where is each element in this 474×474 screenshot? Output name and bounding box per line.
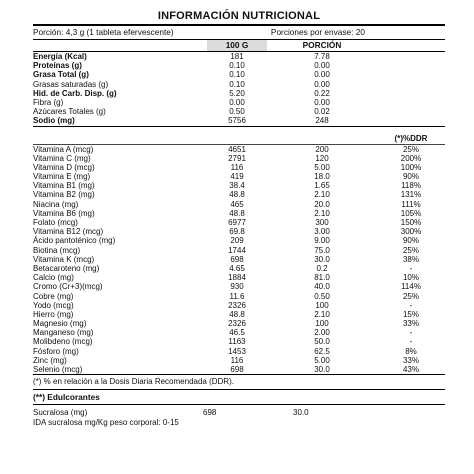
- value-portion: 1.65: [314, 181, 330, 191]
- value-ddr: -: [409, 300, 413, 310]
- sweeteners-divider: [33, 404, 445, 405]
- nutrient-label: Betacaroteno (mg): [33, 263, 100, 273]
- value-portion: 2.00: [314, 328, 330, 338]
- value-100g: 11.6: [229, 291, 245, 301]
- nutrient-label: Ácido pantoténico (mg): [33, 236, 116, 246]
- value-portion: 81.0: [314, 273, 330, 283]
- header-100g: 100 G: [207, 40, 267, 51]
- table-row: [33, 209, 445, 218]
- value-ddr: -: [409, 337, 413, 347]
- value-100g: 698: [230, 254, 244, 264]
- table-row: [33, 282, 445, 291]
- value-100g: 209: [230, 236, 244, 246]
- value-ddr: 25%: [402, 245, 419, 255]
- sucralose-ida-note: IDA sucralosa mg/Kg peso corporal: 0-15: [33, 418, 179, 428]
- value-ddr: 15%: [402, 309, 419, 319]
- sucralose-portion: 30.0: [293, 408, 309, 418]
- nutrient-label: Biotina (mcg): [33, 245, 81, 255]
- value-portion: 7.78: [314, 52, 330, 61]
- nutrient-label: Vitamina B12 (mcg): [33, 227, 104, 237]
- value-ddr: 33%: [402, 319, 419, 329]
- value-ddr: 100%: [400, 162, 422, 172]
- value-ddr: 118%: [401, 181, 421, 191]
- nutrient-label: Sodio (mg): [33, 116, 75, 126]
- value-100g: 116: [230, 355, 244, 365]
- value-portion: 62.5: [314, 346, 330, 356]
- value-portion: 248: [315, 116, 329, 126]
- nutrient-label: Vitamina B2 (mg): [33, 190, 95, 200]
- value-portion: 75.0: [314, 245, 330, 255]
- nutrient-label: Energía (Kcal): [33, 52, 87, 61]
- table-row: [33, 319, 445, 328]
- table-row: [33, 98, 445, 107]
- nutrient-label: Hierro (mg): [33, 309, 74, 319]
- table-row: [33, 227, 445, 236]
- value-portion: 100: [315, 300, 329, 310]
- value-portion: 2.10: [314, 190, 330, 200]
- value-ddr: 90%: [402, 172, 419, 182]
- nutrient-label: Magnesio (mg): [33, 319, 87, 329]
- value-100g: 38.4: [229, 181, 245, 191]
- empty-cell: [377, 116, 445, 125]
- empty-cell: [377, 89, 445, 98]
- value-ddr: 150%: [400, 218, 422, 227]
- table-row: [33, 365, 445, 374]
- value-100g: 48.8: [229, 190, 245, 200]
- value-portion: 0.50: [314, 291, 330, 301]
- table-row: [33, 107, 445, 116]
- nutrient-label: Azúcares Totales (g): [33, 107, 106, 117]
- table-row: [33, 181, 445, 190]
- nutrient-label: Yodo (mcg): [33, 300, 74, 310]
- value-100g: 2326: [228, 319, 246, 329]
- table-row: [33, 154, 445, 163]
- empty-cell: [377, 98, 445, 107]
- table-row: [33, 89, 445, 98]
- value-100g: 1163: [228, 337, 246, 347]
- value-ddr: 90%: [402, 236, 419, 246]
- nutrition-facts-panel: [33, 8, 445, 428]
- table-row: [33, 337, 445, 346]
- value-100g: 5756: [228, 116, 246, 126]
- value-100g: 69.8: [229, 227, 245, 237]
- table-row: [33, 255, 445, 264]
- value-100g: 48.8: [229, 309, 245, 319]
- value-100g: 0.00: [229, 97, 245, 107]
- value-portion: 2.10: [314, 309, 330, 319]
- value-100g: 2791: [228, 153, 246, 163]
- value-portion: 2.10: [314, 208, 330, 218]
- nutrient-label: Cobre (mg): [33, 291, 74, 301]
- ddr-header-row: [33, 134, 445, 144]
- value-100g: 0.10: [229, 79, 245, 89]
- value-portion: 100: [315, 319, 329, 329]
- nutrient-label: Hid. de Carb. Disp. (g): [33, 88, 117, 98]
- value-ddr: 10%: [402, 273, 419, 283]
- table-row: [33, 264, 445, 273]
- nutrient-label: Vitamina D (mcg): [33, 162, 95, 172]
- value-ddr: 8%: [405, 346, 417, 356]
- nutrient-label: Calcio (mg): [33, 273, 74, 283]
- value-100g: 4.65: [229, 263, 245, 273]
- header-ddr: (*)%DDR: [394, 133, 428, 143]
- table-row: [33, 172, 445, 181]
- portion-size: Porción: 4,3 g (1 tableta efervescente): [33, 27, 174, 37]
- empty-cell: [377, 107, 445, 116]
- nutrient-label: Molibdeno (mcg): [33, 337, 93, 347]
- table-row: [33, 61, 445, 70]
- nutrient-label: Zinc (mg): [33, 355, 67, 365]
- value-100g: 1453: [228, 346, 246, 356]
- value-100g: 5.20: [229, 88, 245, 98]
- value-100g: 0.50: [229, 107, 245, 117]
- table-row: [33, 310, 445, 319]
- ddr-footnote: (*) % en relación a la Dosis Diaria Recomendada (DDR).: [33, 377, 234, 387]
- macro-nutrient-table: [33, 52, 445, 126]
- value-portion: 0.00: [314, 61, 330, 71]
- value-portion: 0.00: [314, 97, 330, 107]
- table-row: [33, 52, 445, 61]
- sucralose-100g: 698: [203, 408, 217, 418]
- value-portion: 0.02: [314, 107, 330, 117]
- table-row: [33, 356, 445, 365]
- value-100g: 1744: [228, 245, 246, 255]
- nutrient-label: Vitamina B6 (mg): [33, 208, 95, 218]
- value-ddr: 111%: [401, 199, 421, 209]
- value-portion: 50.0: [314, 337, 330, 347]
- value-ddr: 25%: [402, 291, 419, 301]
- value-portion: 200: [315, 144, 329, 154]
- value-portion: 300: [315, 218, 329, 227]
- value-100g: 698: [230, 365, 244, 374]
- value-100g: 46.5: [229, 328, 245, 338]
- table-row: [33, 190, 445, 199]
- value-100g: 419: [230, 172, 244, 182]
- nutrient-label: Niacina (mg): [33, 199, 79, 209]
- value-portion: 5.00: [314, 355, 330, 365]
- value-portion: 30.0: [314, 254, 330, 264]
- table-row: [33, 80, 445, 89]
- sucralose-row: [33, 408, 445, 418]
- table-row: [33, 236, 445, 245]
- table-row: [33, 246, 445, 255]
- empty-cell: [377, 52, 445, 61]
- value-ddr: 300%: [400, 227, 422, 237]
- micronutrient-table: [33, 145, 445, 375]
- value-100g: 465: [230, 199, 244, 209]
- value-portion: 0.00: [314, 70, 330, 80]
- serving-info: [33, 26, 445, 39]
- nutrient-label: Folato (mcg): [33, 218, 78, 227]
- servings-per-container: Porciones por envase: 20: [270, 27, 365, 37]
- table-row: [33, 200, 445, 209]
- sucralose-label: Sucralosa (mg): [33, 408, 88, 418]
- value-100g: 0.10: [229, 61, 245, 71]
- nutrient-label: Vitamina A (mcg): [33, 144, 94, 154]
- nutrient-label: Vitamina E (mg): [33, 172, 91, 182]
- value-ddr: 105%: [400, 208, 422, 218]
- value-portion: 3.00: [314, 227, 330, 237]
- nutrient-label: Vitamina K (mcg): [33, 254, 95, 264]
- value-100g: 4651: [228, 144, 246, 154]
- table-row: [33, 301, 445, 310]
- table-row: [33, 218, 445, 227]
- value-portion: 120: [315, 153, 329, 163]
- nutrient-label: Vitamina C (mg): [33, 153, 91, 163]
- value-ddr: 25%: [402, 144, 419, 154]
- value-portion: 40.0: [314, 282, 330, 292]
- value-portion: 30.0: [314, 365, 330, 374]
- empty-cell: [377, 70, 445, 79]
- value-100g: 2326: [228, 300, 246, 310]
- table-row: [33, 328, 445, 337]
- value-portion: 0.22: [314, 88, 330, 98]
- nutrient-label: Fósforo (mg): [33, 346, 79, 356]
- value-ddr: 43%: [402, 365, 419, 374]
- table-row: [33, 273, 445, 282]
- panel-title: INFORMACIÓN NUTRICIONAL: [157, 10, 321, 22]
- value-portion: 0.00: [314, 79, 330, 89]
- table-row: [33, 116, 445, 125]
- value-100g: 48.8: [229, 208, 245, 218]
- value-100g: 181: [230, 52, 244, 61]
- column-header: [33, 40, 445, 51]
- table-row: [33, 347, 445, 356]
- table-row: [33, 292, 445, 301]
- nutrient-label: Fibra (g): [33, 97, 64, 107]
- value-100g: 930: [230, 282, 244, 292]
- empty-cell: [377, 80, 445, 89]
- value-ddr: -: [409, 328, 413, 338]
- nutrient-label: Vitamina B1 (mg): [33, 181, 95, 191]
- value-portion: 5.00: [314, 162, 330, 172]
- value-100g: 6977: [228, 218, 246, 227]
- value-ddr: 38%: [402, 254, 419, 264]
- sweeteners-heading: (**) Edulcorantes: [33, 392, 100, 403]
- value-ddr: 131%: [400, 190, 422, 200]
- table-row: [33, 163, 445, 172]
- nutrient-label: Manganeso (mg): [33, 328, 94, 338]
- value-portion: 20.0: [314, 199, 330, 209]
- value-portion: 18.0: [314, 172, 330, 182]
- table-row: [33, 145, 445, 154]
- nutrient-label: Grasas saturadas (g): [33, 79, 109, 89]
- nutrient-label: Grasa Total (g): [33, 70, 89, 80]
- header-portion: PORCIÓN: [302, 40, 342, 50]
- value-100g: 0.10: [229, 70, 245, 80]
- value-100g: 116: [230, 162, 244, 172]
- nutrient-label: Proteínas (g): [33, 61, 82, 71]
- value-ddr: 114%: [401, 282, 421, 292]
- value-100g: 1884: [228, 273, 246, 283]
- nutrient-label: Selenio (mcg): [33, 365, 83, 374]
- value-ddr: 200%: [400, 153, 422, 163]
- value-portion: 9.00: [314, 236, 330, 246]
- value-ddr: -: [409, 263, 413, 273]
- empty-cell: [377, 61, 445, 70]
- value-ddr: 33%: [402, 355, 419, 365]
- nutrient-label: Cromo (Cr+3)(mcg): [33, 282, 103, 292]
- value-portion: 0.2: [316, 263, 328, 273]
- table-row: [33, 70, 445, 79]
